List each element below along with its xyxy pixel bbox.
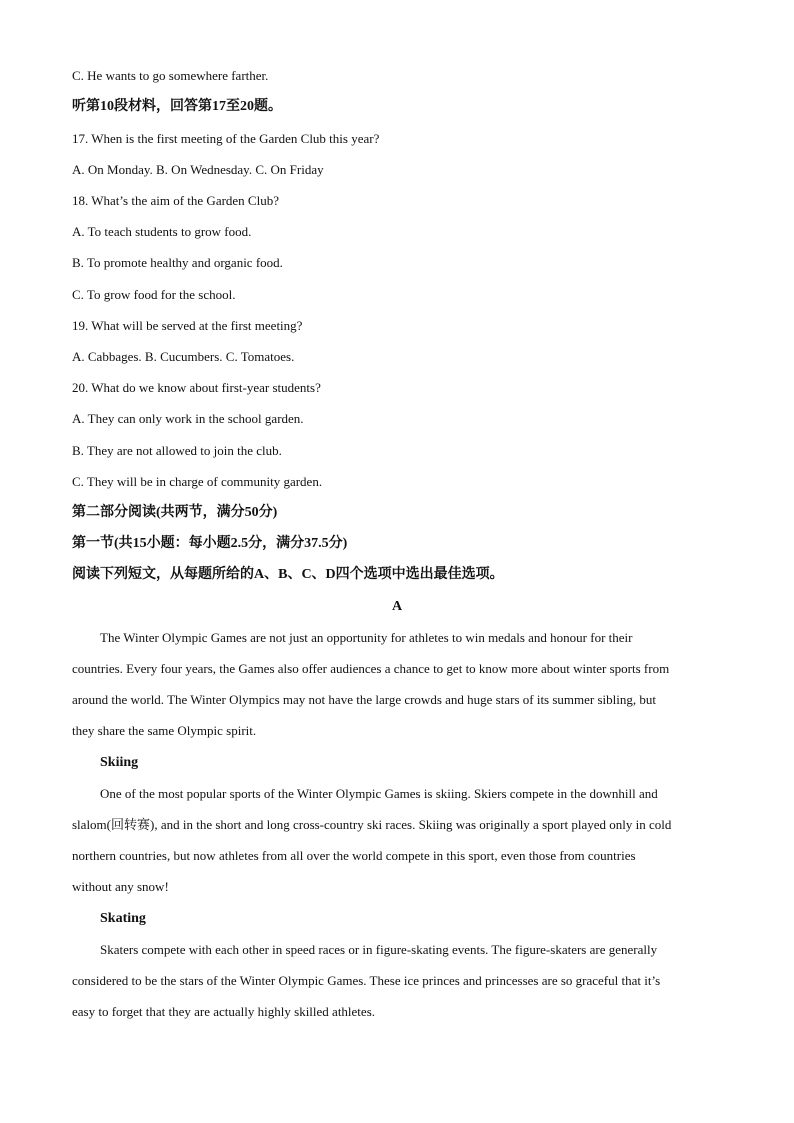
q18-option-a: A. To teach students to grow food.: [72, 224, 252, 239]
paragraph-line: without any snow!: [72, 879, 169, 894]
q18-option-c: C. To grow food for the school.: [72, 287, 236, 302]
paragraph-line: they share the same Olympic spirit.: [72, 723, 257, 738]
section10-header: 听第10段材料，回答第17至20题。: [72, 99, 282, 114]
q19-question: 19. What will be served at the first meeting?: [72, 318, 303, 333]
q17-question: 17. When is the first meeting of the Garden Club this year?: [72, 131, 380, 146]
paragraph-line: countries. Every four years, the Games also offer audiences a chance to get to know more about winter sports from: [72, 661, 670, 676]
q16-option-c: C. He wants to go somewhere farther.: [72, 68, 269, 83]
q17-options: A. On Monday. B. On Wednesday. C. On Friday: [72, 162, 324, 177]
paragraph-line: considered to be the stars of the Winter Olympic Games. These ice princes and princesses are so graceful that it’s: [72, 973, 661, 988]
paragraph-line: easy to forget that they are actually highly skilled athletes.: [72, 1004, 375, 1019]
q18-option-b: B. To promote healthy and organic food.: [72, 255, 283, 270]
part2-header: 第二部分阅读(共两节，满分50分): [72, 505, 278, 520]
paragraph-line: Skaters compete with each other in speed races or in figure-skating events. The figure-skaters are generally: [100, 942, 658, 957]
passage-title: A: [391, 599, 403, 614]
section1-header: 第一节(共15小题：每小题2.5分，满分37.5分): [72, 536, 348, 551]
skating-heading: Skating: [100, 911, 146, 926]
skiing-heading: Skiing: [100, 755, 139, 770]
paragraph-line: slalom(回转赛), and in the short and long cross-country ski races. Skiing was originally a sport played only in cold: [72, 817, 672, 832]
paragraph-line: The Winter Olympic Games are not just an opportunity for athletes to win medals and honour for their: [100, 630, 633, 645]
q20-option-a: A. They can only work in the school garden.: [72, 411, 304, 426]
instruction: 阅读下列短文，从每题所给的A、B、C、D四个选项中选出最佳选项。: [72, 567, 504, 582]
paragraph-line: northern countries, but now athletes from all over the world compete in this sport, even those from countries: [72, 848, 636, 863]
paragraph-line: One of the most popular sports of the Winter Olympic Games is skiing. Skiers compete in the downhill and: [100, 786, 658, 801]
q20-option-b: B. They are not allowed to join the club.: [72, 443, 282, 458]
q20-option-c: C. They will be in charge of community garden.: [72, 474, 323, 489]
q18-question: 18. What’s the aim of the Garden Club?: [72, 193, 279, 208]
q19-options: A. Cabbages. B. Cucumbers. C. Tomatoes.: [72, 349, 295, 364]
q20-question: 20. What do we know about first-year students?: [72, 380, 321, 395]
paragraph-line: around the world. The Winter Olympics may not have the large crowds and huge stars of its summer sibling, but: [72, 692, 657, 707]
